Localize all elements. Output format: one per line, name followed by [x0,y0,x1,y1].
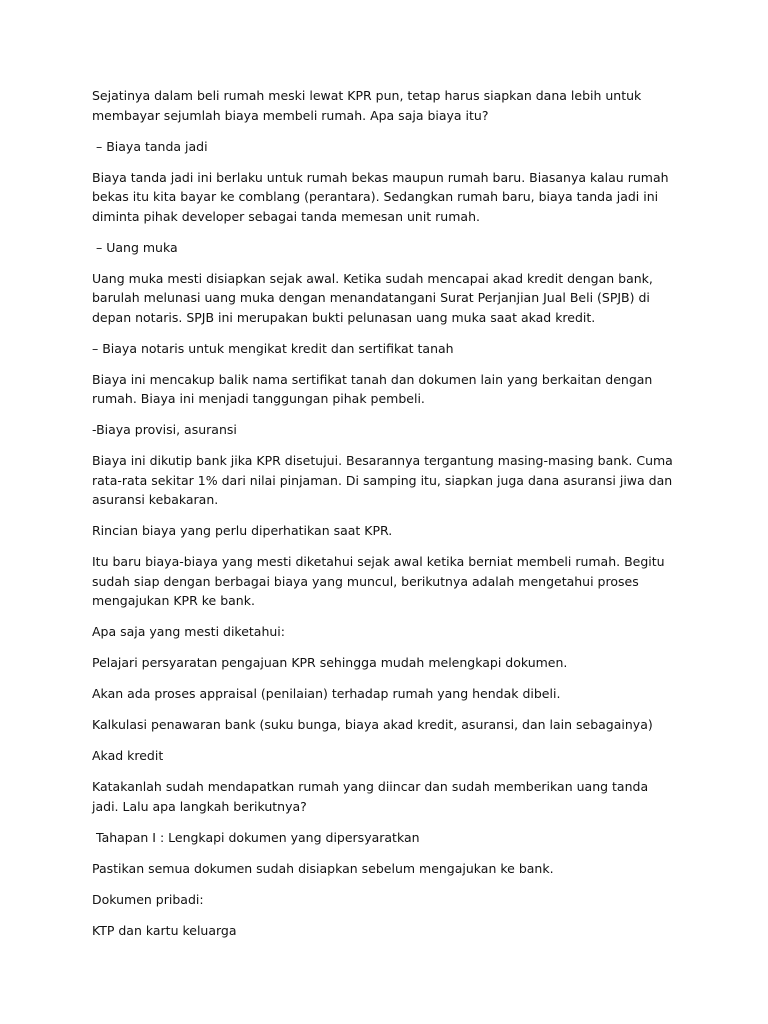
paragraph-appraisal: Akan ada proses appraisal (penilaian) terhadap rumah yang hendak dibeli. [92,686,561,701]
heading-tahapan-1: Tahapan I : Lengkapi dokumen yang dipersyaratkan [96,829,420,845]
paragraph-biaya-notaris: Biaya ini mencakup balik nama sertifikat tanah dan dokumen lain yang berkaitan dengan rumah. Biaya ini menjadi tanggungan pihak pembeli. [92,371,653,406]
paragraph-biaya-provisi: Biaya ini dikutip bank jika KPR disetujui. Besarannya tergantung masing-masing bank. Cuma rata-rata sekitar 1% dari nilai pinjaman. Di samping itu, siapkan juga dana asuransi jiwa dan asuransi kebakaran. [92,453,673,507]
paragraph-katakanlah: Katakanlah sudah mendapatkan rumah yang diincar dan sudah memberikan uang tanda jadi. Lalu apa langkah berikutnya? [92,779,649,814]
heading-biaya-provisi: -Biaya provisi, asuransi [92,422,237,437]
paragraph-pastikan-dokumen: Pastikan semua dokumen sudah disiapkan sebelum mengajukan ke bank. [92,860,554,876]
heading-uang-muka: – Uang muka [96,239,178,255]
paragraph-dokumen-pribadi: Dokumen pribadi: [92,891,204,907]
paragraph-apa-saja: Apa saja yang mesti diketahui: [92,624,285,639]
paragraph-pelajari-persyaratan: Pelajari persyaratan pengajuan KPR sehingga mudah melengkapi dokumen. [92,655,568,670]
intro-paragraph: Sejatinya dalam beli rumah meski lewat KPR pun, tetap harus siapkan dana lebih untuk membayar sejumlah biaya membeli rumah. Apa saja biaya itu? [92,88,642,123]
paragraph-uang-muka: Uang muka mesti disiapkan sejak awal. Ketika sudah mencapai akad kredit dengan bank, barulah melunasi uang muka dengan menandatangani Surat Perjanjian Jual Beli (SPJB) di depan notaris. SPJB ini merupakan bukti pelunasan uang muka saat akad kredit. [92,270,653,325]
paragraph-kalkulasi: Kalkulasi penawaran bank (suku bunga, biaya akad kredit, asuransi, dan lain sebagainya) [92,717,653,732]
heading-biaya-notaris: – Biaya notaris untuk mengikat kredit dan sertifikat tanah [92,340,454,356]
paragraph-ktp: KTP dan kartu keluarga [92,922,237,938]
paragraph-biaya-tanda-jadi: Biaya tanda jadi ini berlaku untuk rumah bekas maupun rumah baru. Biasanya kalau rumah bekas itu kita bayar ke comblang (perantara). Sedangkan rumah baru, biaya tanda jadi ini diminta pihak developer sebagai tanda memesan unit rumah. [92,169,669,224]
paragraph-proses-kpr: Itu baru biaya-biaya yang mesti diketahui sejak awal ketika berniat membeli rumah. Begitu sudah siap dengan berbagai biaya yang muncul, berikutnya adalah mengetahui proses mengajukan KPR ke bank. [92,554,665,608]
heading-biaya-tanda-jadi: – Biaya tanda jadi [96,138,208,154]
paragraph-akad-kredit: Akad kredit [92,748,164,763]
paragraph-rincian-biaya: Rincian biaya yang perlu diperhatikan saat KPR. [92,523,393,538]
